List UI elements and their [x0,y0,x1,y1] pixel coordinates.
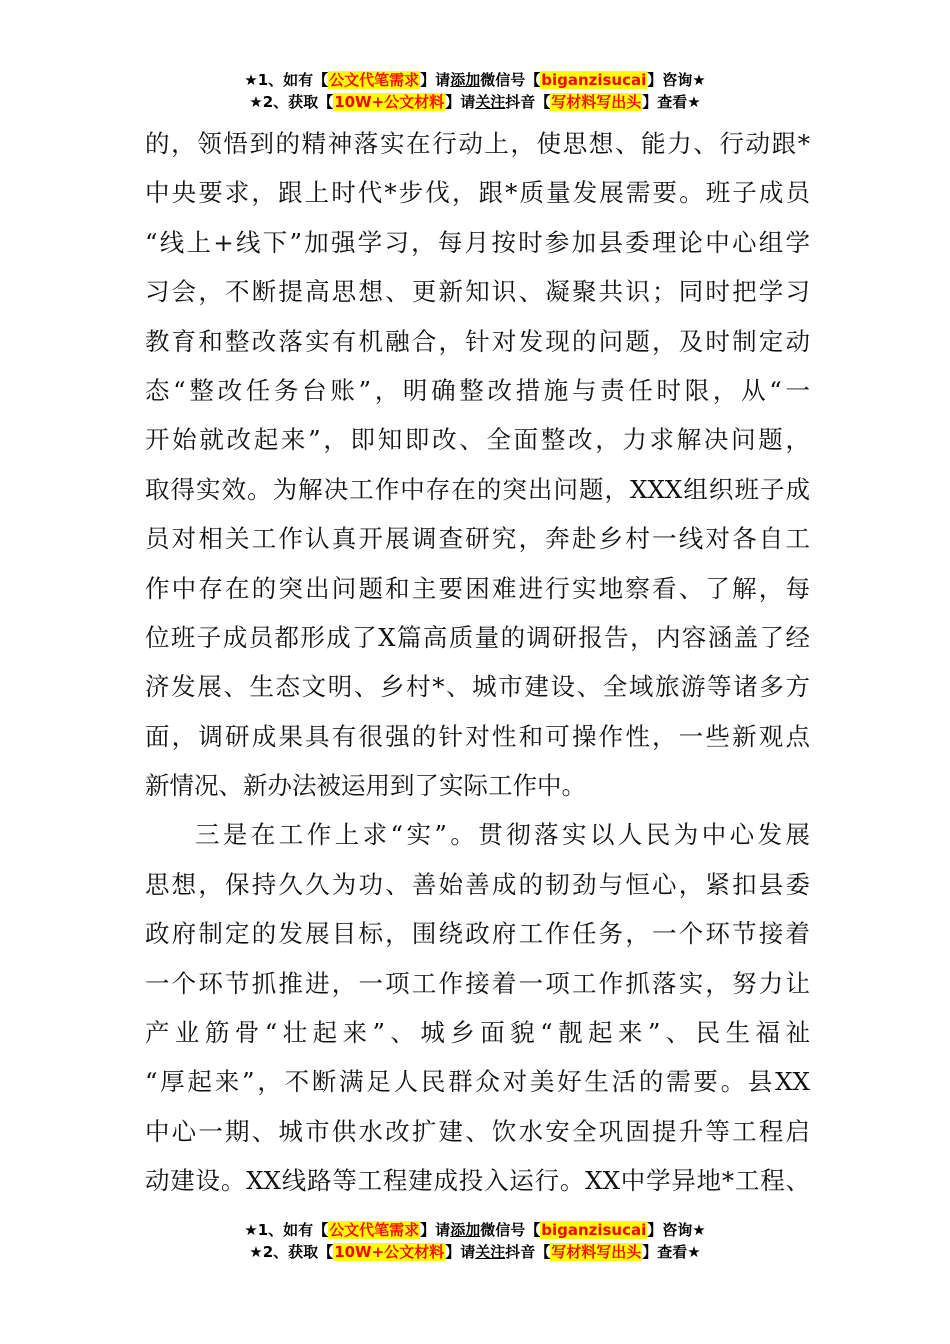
header-watermark [0,69,950,113]
ghostwriting-highlight: 公文代笔需求 [329,1221,420,1239]
paragraph-end-line: 新情况、新办法被运用到了实际工作中。 [145,771,586,801]
footer-line-1: ★1、如有【公文代笔需求】请添加微信号【biganzisucai】咨询★ [244,1221,706,1239]
paragraph-start-line: 三是在工作上求“实”。贯彻落实以人民为中心发展 [195,820,810,850]
body-line: 中央要求，跟上时代*步伐，跟*质量发展需要。班子成员 [145,178,810,208]
body-line: 一个环节抓推进，一项工作接着一项工作抓落实，努力让 [145,968,810,998]
wechat-id-highlight: biganzisucai [541,71,647,89]
douyin-account-highlight: 写材料写出头 [551,93,642,111]
body-line: 位班子成员都形成了X篇高质量的调研报告，内容涵盖了经 [145,622,810,652]
body-line: 教育和整改落实有机融合，针对发现的问题，及时制定动 [145,326,810,356]
body-line: “线上+线下”加强学习，每月按时参加县委理论中心组学 [145,227,810,257]
body-line: 态“整改任务台账”，明确整改措施与责任时限，从“一 [145,375,810,405]
body-line: 取得实效。为解决工作中存在的突出问题，XXX组织班子成 [145,474,810,504]
body-line: 开始就改起来”，即知即改、全面整改，力求解决问题， [145,425,810,455]
body-line: 动建设。XX线路等工程建成投入运行。XX中学异地*工程、 [145,1166,810,1196]
body-line: 政府制定的发展目标，围绕政府工作任务，一个环节接着 [145,919,810,949]
body-line: 的，领悟到的精神落实在行动上，使思想、能力、行动跟* [145,129,810,158]
header-line-1: ★1、如有【公文代笔需求】请添加微信号【biganzisucai】咨询★ [244,71,706,89]
document-body [145,119,810,1206]
materials-highlight: 10W+公文材料 [334,1243,445,1261]
body-line: “厚起来”，不断满足人民群众对美好生活的需要。县XX [145,1067,810,1097]
body-line: 产业筋骨“壮起来”、城乡面貌“靓起来”、民生福祉 [145,1018,810,1048]
douyin-account-highlight: 写材料写出头 [551,1243,642,1261]
footer-line-2: ★2、获取【10W+公文材料】请关注抖音【写材料写出头】查看★ [249,1243,701,1261]
body-line: 中心一期、城市供水改扩建、饮水安全巩固提升等工程启 [145,1116,810,1146]
header-line-2: ★2、获取【10W+公文材料】请关注抖音【写材料写出头】查看★ [249,93,701,111]
wechat-id-highlight: biganzisucai [541,1221,647,1239]
body-line: 面，调研成果具有很强的针对性和可操作性，一些新观点 [145,721,810,751]
body-line: 员对相关工作认真开展调查研究，奔赴乡村一线对各自工 [145,524,810,554]
body-line: 作中存在的突出问题和主要困难进行实地察看、了解，每 [145,573,810,603]
body-line: 济发展、生态文明、乡村*、城市建设、全域旅游等诸多方 [145,672,810,702]
footer-watermark [0,1219,950,1263]
materials-highlight: 10W+公文材料 [334,93,445,111]
body-line: 习会，不断提高思想、更新知识、凝聚共识；同时把学习 [145,277,810,307]
ghostwriting-highlight: 公文代笔需求 [329,71,420,89]
body-line: 思想，保持久久为功、善始善成的韧劲与恒心，紧扣县委 [145,869,810,899]
